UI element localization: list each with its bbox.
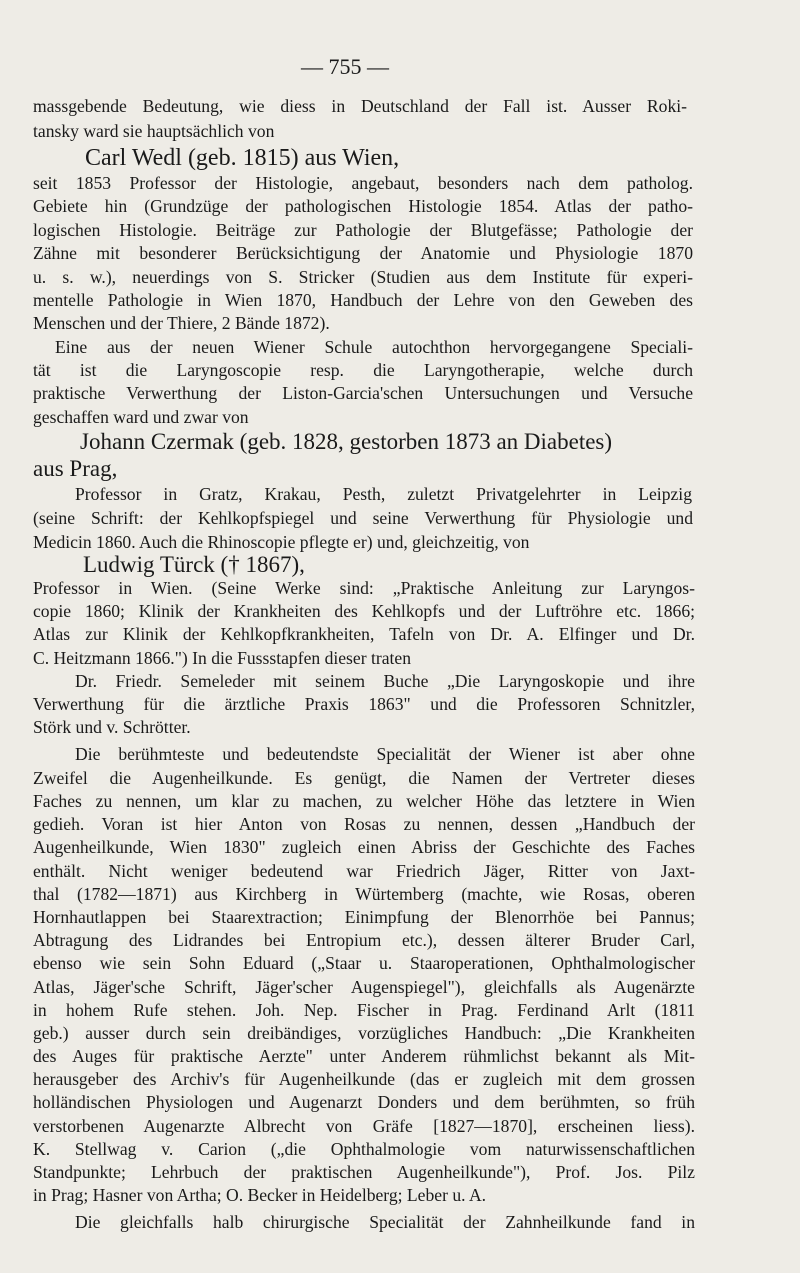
text-line: Zähne mit besonderer Berücksichtigung der Anatomie und Physiologie 1870 [33,243,693,263]
name-heading-wedl: Carl Wedl (geb. 1815) aus Wien, [85,145,400,171]
text-line: Die berühmteste und bedeutendste Specialität der Wiener ist aber ohne [75,744,695,764]
text-line: geb.) ausser durch sein dreibändiges, vorzügliches Handbuch: „Die Krankheiten [33,1023,695,1043]
text-line: Standpunkte; Lehrbuch der praktischen Augenheilkunde"), Prof. Jos. Pilz [33,1162,695,1182]
text-line: u. s. w.), neuerdings von S. Stricker (Studien aus dem Institute für experi- [33,267,693,287]
text-line: geschaffen ward und zwar von [33,407,249,427]
text-line: Abtragung des Lidrandes bei Entropium etc.), dessen älterer Bruder Carl, [33,930,695,950]
name-heading-tuerck: Ludwig Türck († 1867), [83,552,305,577]
text-line: des Auges für praktische Aerzte" unter Anderem rühmlichst bekannt als Mit- [33,1046,695,1066]
name-heading-czermak: Johann Czermak (geb. 1828, gestorben 1873 an Diabetes) [80,429,613,454]
text-line: Gebiete hin (Grundzüge der pathologischen Histologie 1854. Atlas der patho- [33,196,693,216]
text-line: Atlas zur Klinik der Kehlkopfkrankheiten, Tafeln von Dr. A. Elfinger und Dr. [33,624,695,644]
text-line: K. Stellwag v. Carion („die Ophthalmologie vom naturwissenschaftlichen [33,1139,695,1159]
text-line: Verwerthung für die ärztliche Praxis 1863" und die Professoren Schnitzler, [33,694,695,714]
text-line: verstorbenen Augenarzte Albrecht von Gräfe [1827—1870], erscheinen liess). [33,1116,695,1136]
text-line: Professor in Wien. (Seine Werke sind: „Praktische Anleitung zur Laryngos- [33,578,695,598]
text-line: seit 1853 Professor der Histologie, angebaut, besonders nach dem patholog. [33,173,693,193]
text-line: in hohem Rufe stehen. Joh. Nep. Fischer in Prag. Ferdinand Arlt (1811 [33,1000,695,1020]
text-line: gedieh. Voran ist hier Anton von Rosas zu nennen, dessen „Handbuch der [33,814,695,834]
text-line: Atlas, Jäger'sche Schrift, Jäger'scher Augenspiegel"), gleichfalls als Augenärzte [33,977,695,997]
text-line: enthält. Nicht weniger bedeutend war Friedrich Jäger, Ritter von Jaxt- [33,861,695,881]
text-line: Dr. Friedr. Semeleder mit seinem Buche „Die Laryngoskopie und ihre [75,671,695,691]
text-line: C. Heitzmann 1866.") In die Fussstapfen dieser traten [33,648,412,668]
text-line: Medicin 1860. Auch die Rhinoscopie pflegte er) und, gleichzeitig, von [33,532,530,552]
page-number: — 755 — [301,54,389,79]
text-line: mentelle Pathologie in Wien 1870, Handbuch der Lehre von den Geweben des [33,290,693,310]
text-line: Faches zu nennen, um klar zu machen, zu welcher Höhe das letztere in Wien [33,791,695,811]
text-line: in Prag; Hasner von Artha; O. Becker in Heidelberg; Leber u. A. [33,1185,487,1205]
text-line: logischen Histologie. Beiträge zur Pathologie der Blutgefässe; Pathologie der [33,220,693,240]
text-line: Menschen und der Thiere, 2 Bände 1872). [33,313,330,333]
text-line: copie 1860; Klinik der Krankheiten des Kehlkopfs und der Luftröhre etc. 1866; [33,601,695,621]
text-line: Störk und v. Schrötter. [33,717,191,737]
text-line: (seine Schrift: der Kehlkopfspiegel und seine Verwerthung für Physiologie und [33,508,693,528]
text-line: herausgeber des Archiv's für Augenheilkunde (das er zugleich mit dem grossen [33,1069,695,1089]
text-line: holländischen Physiologen und Augenarzt Donders und dem berühmten, so früh [33,1092,695,1112]
text-line: tansky ward sie hauptsächlich von [33,121,275,141]
text-line: Zweifel die Augenheilkunde. Es genügt, die Namen der Vertreter dieses [33,768,695,788]
text-line: Augenheilkunde, Wien 1830" zugleich einen Abriss der Geschichte des Faches [33,837,695,857]
text-line: ebenso wie sein Sohn Eduard („Staar u. Staaroperationen, Ophthalmologischer [33,953,695,973]
text-line: Die gleichfalls halb chirurgische Specialität der Zahnheilkunde fand in [75,1212,695,1232]
text-line: thal (1782—1871) aus Kirchberg in Würtemberg (machte, wie Rosas, oberen [33,884,695,904]
text-line: Professor in Gratz, Krakau, Pesth, zuletzt Privatgelehrter in Leipzig [75,484,692,504]
text-line: Eine aus der neuen Wiener Schule autochthon hervorgegangene Speciali- [55,337,693,357]
text-line: massgebende Bedeutung, wie diess in Deutschland der Fall ist. Ausser Roki- [33,96,687,116]
text-line: tät ist die Laryngoscopie resp. die Laryngotherapie, welche durch [33,360,693,380]
text-line: praktische Verwerthung der Liston-Garcia'schen Untersuchungen und Versuche [33,383,693,403]
name-heading-czermak-cont: aus Prag, [33,456,118,481]
text-line: Hornhautlappen bei Staarextraction; Einimpfung der Blenorrhöe bei Pannus; [33,907,695,927]
